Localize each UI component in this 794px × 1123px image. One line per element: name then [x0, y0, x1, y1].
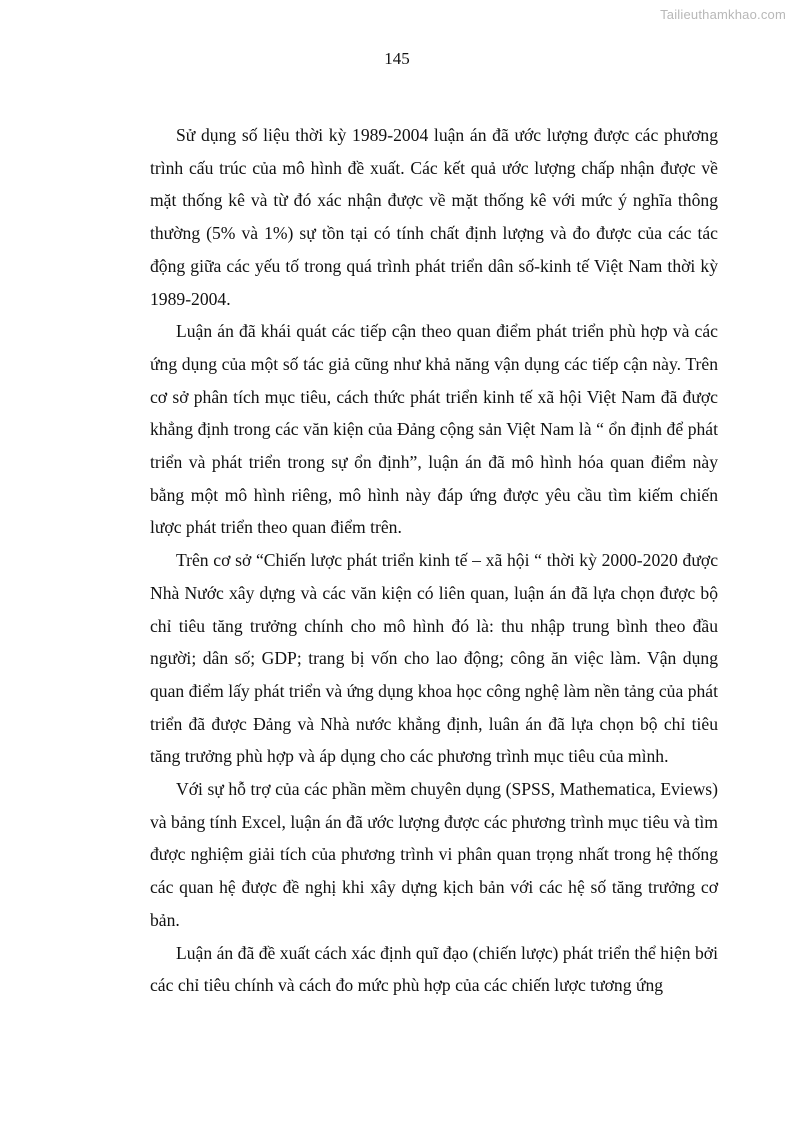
watermark-text: Tailieuthamkhao.com	[660, 7, 786, 22]
paragraph-3: Trên cơ sở “Chiến lược phát triển kinh tế – xã hội “ thời kỳ 2000-2020 được Nhà Nước xây dựng và các văn kiện có liên quan, luận án đã lựa chọn được bộ chỉ tiêu tăng trưởng chính cho mô hình đó là: thu nhập trung bình theo đầu người; dân số; GDP; trang bị vốn cho lao động; công ăn việc làm. Vận dụng quan điểm lấy phát triển và ứng dụng khoa học công nghệ làm nền tảng của phát triển đã được Đảng và Nhà nước khẳng định, luân án đã lựa chọn bộ chỉ tiêu tăng trưởng phù hợp và áp dụng cho các phương trình mục tiêu của mình.	[150, 550, 718, 767]
page-number: 145	[384, 49, 410, 68]
paragraph-5: Luận án đã đề xuất cách xác định quĩ đạo (chiến lược) phát triển thể hiện bởi các chỉ tiêu chính và cách đo mức phù hợp của các chiến lược tương ứng	[150, 942, 718, 996]
paragraph-1: Sử dụng số liệu thời kỳ 1989-2004 luận án đã ước lượng được các phương trình cấu trúc của mô hình đề xuất. Các kết quả ước lượng chấp nhận được về mặt thống kê và từ đó xác nhận được về mặt thống kê với mức ý nghĩa thông thường (5% và 1%) sự tồn tại có tính chất định lượng và đo được của các tác động giữa các yếu tố trong quá trình phát triển dân số-kinh tế Việt Nam thời kỳ 1989-2004.	[150, 125, 718, 309]
document-body	[150, 119, 718, 1002]
paragraph-2: Luận án đã khái quát các tiếp cận theo quan điểm phát triển phù hợp và các ứng dụng của một số tác giả cũng như khả năng vận dụng các tiếp cận này. Trên cơ sở phân tích mục tiêu, cách thức phát triển kinh tế xã hội Việt Nam đã được khẳng định trong các văn kiện của Đảng cộng sản Việt Nam là “ ổn định để phát triển và phát triển trong sự ổn định”, luận án đã mô hình hóa quan điểm này bằng một mô hình riêng, mô hình này đáp ứng được yêu cầu tìm kiếm chiến lược phát triển theo quan điểm trên.	[150, 321, 718, 538]
paragraph-4: Với sự hỗ trợ của các phần mềm chuyên dụng (SPSS, Mathematica, Eviews) và bảng tính Excel, luận án đã ước lượng được các phương trình mục tiêu và tìm được nghiệm giải tích của phương trình vi phân quan trọng nhất trong hệ thống các quan hệ được đề nghị khi xây dựng kịch bản với các hệ số tăng trưởng cơ bản.	[150, 779, 718, 930]
